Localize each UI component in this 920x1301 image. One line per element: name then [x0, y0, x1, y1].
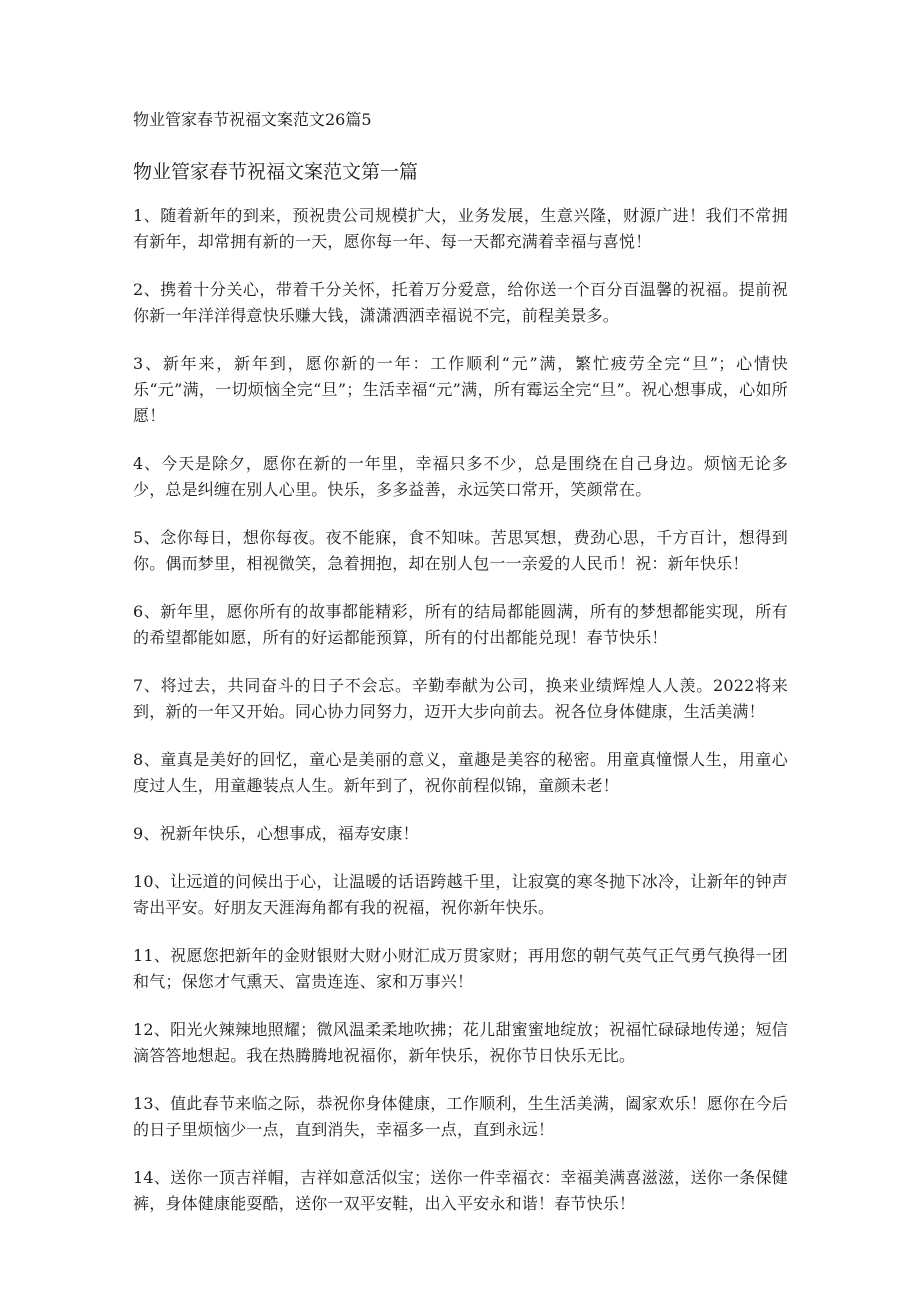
paragraph: 3、新年来，新年到，愿你新的一年：工作顺利“元”满，繁忙疲劳全完“旦”；心情快乐“元”满，一切烦恼全完“旦”；生活幸福“元”满，所有霉运全完“旦”。祝心想事成，心如所愿！: [133, 354, 788, 425]
paragraph: 11、祝愿您把新年的金财银财大财小财汇成万贯家财；再用您的朝气英气正气勇气换得一团和气；保您才气熏天、富贵连连、家和万事兴！: [133, 946, 788, 991]
paragraph: 7、将过去，共同奋斗的日子不会忘。辛勤奉献为公司，换来业绩辉煌人人羡。2022将来到，新的一年又开始。同心协力同努力，迈开大步向前去。祝各位身体健康，生活美满！: [133, 676, 788, 721]
paragraph: 8、童真是美好的回忆，童心是美丽的意义，童趣是美容的秘密。用童真憧憬人生，用童心度过人生，用童趣装点人生。新年到了，祝你前程似锦，童颜未老！: [133, 750, 788, 795]
paragraph: 1、随着新年的到来，预祝贵公司规模扩大，业务发展，生意兴隆，财源广进！我们不常拥有新年，却常拥有新的一天，愿你每一年、每一天都充满着幸福与喜悦！: [133, 206, 788, 251]
paragraph: 12、阳光火辣辣地照耀；微风温柔柔地吹拂；花儿甜蜜蜜地绽放；祝福忙碌碌地传递；短信滴答答地想起。我在热腾腾地祝福你，新年快乐，祝你节日快乐无比。: [133, 1020, 788, 1065]
paragraph: 10、让远道的问候出于心，让温暖的话语跨越千里，让寂寞的寒冬抛下冰冷，让新年的钟声寄出平安。好朋友天涯海角都有我的祝福，祝你新年快乐。: [133, 872, 788, 917]
paragraph: 13、值此春节来临之际，恭祝你身体健康，工作顺利，生生活美满，阖家欢乐！愿你在今后的日子里烦恼少一点，直到消失，幸福多一点，直到永远！: [133, 1094, 788, 1139]
paragraph: 5、念你每日，想你每夜。夜不能寐，食不知味。苦思冥想，费劲心思，千方百计，想得到你。偶而梦里，相视微笑，急着拥抱，却在别人包一一亲爱的人民币！祝：新年快乐！: [133, 528, 788, 573]
document-title: 物业管家春节祝福文案范文26篇5: [133, 110, 372, 129]
paragraph: 14、送你一顶吉祥帽，吉祥如意活似宝；送你一件幸福衣：幸福美满喜滋滋，送你一条保健裤，身体健康能耍酷，送你一双平安鞋，出入平安永和谐！春节快乐！: [133, 1168, 788, 1213]
paragraph: 6、新年里，愿你所有的故事都能精彩，所有的结局都能圆满，所有的梦想都能实现，所有的希望都能如愿，所有的好运都能预算，所有的付出都能兑现！春节快乐！: [133, 602, 788, 647]
paragraph: 9、祝新年快乐，心想事成，福寿安康！: [133, 824, 419, 843]
section-title: 物业管家春节祝福文案范文第一篇: [133, 161, 419, 183]
paragraph-list: [133, 203, 788, 1239]
paragraph: 4、今天是除夕，愿你在新的一年里，幸福只多不少，总是围绕在自己身边。烦恼无论多少，总是纠缠在别人心里。快乐，多多益善，永远笑口常开，笑颜常在。: [133, 454, 788, 499]
paragraph: 2、携着十分关心，带着千分关怀，托着万分爱意，给你送一个百分百温馨的祝福。提前祝你新一年洋洋得意快乐赚大钱，潇潇洒洒幸福说不完，前程美景多。: [133, 280, 788, 325]
